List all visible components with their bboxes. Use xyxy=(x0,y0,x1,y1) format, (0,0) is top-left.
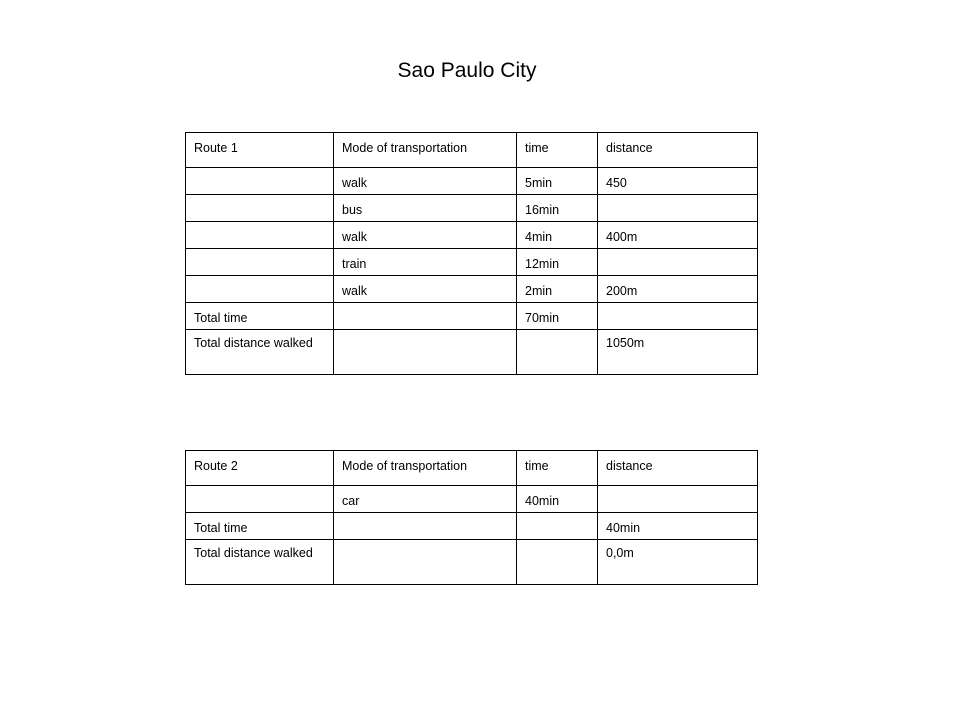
table-cell xyxy=(517,540,598,585)
header-cell-distance: distance xyxy=(598,451,758,486)
table-cell: 16min xyxy=(517,195,598,222)
table-cell xyxy=(186,486,334,513)
header-cell-route: Route 1 xyxy=(186,133,334,168)
table-cell: 40min xyxy=(517,486,598,513)
table-cell xyxy=(334,540,517,585)
table-cell: walk xyxy=(334,222,517,249)
table-row xyxy=(186,222,758,249)
table-cell: 40min xyxy=(598,513,758,540)
header-cell-distance: distance xyxy=(598,133,758,168)
table-cell xyxy=(517,330,598,375)
table-cell xyxy=(517,513,598,540)
table-cell: 70min xyxy=(517,303,598,330)
table-cell xyxy=(186,168,334,195)
total-distance-row xyxy=(186,330,758,375)
table-row xyxy=(186,486,758,513)
table-header-row xyxy=(186,451,758,486)
table-cell: 200m xyxy=(598,276,758,303)
table-cell xyxy=(598,249,758,276)
table-row xyxy=(186,195,758,222)
table-cell: walk xyxy=(334,168,517,195)
table-cell: train xyxy=(334,249,517,276)
route-1-table xyxy=(185,132,758,375)
table-cell: 4min xyxy=(517,222,598,249)
table-cell xyxy=(334,513,517,540)
route-2-table xyxy=(185,450,758,585)
table-cell: bus xyxy=(334,195,517,222)
header-cell-time: time xyxy=(517,133,598,168)
table-cell xyxy=(186,195,334,222)
total-time-row xyxy=(186,513,758,540)
header-cell-mode: Mode of transportation xyxy=(334,451,517,486)
table-cell xyxy=(186,249,334,276)
header-cell-mode: Mode of transportation xyxy=(334,133,517,168)
table-cell xyxy=(598,195,758,222)
table-cell xyxy=(186,222,334,249)
table-row xyxy=(186,168,758,195)
table-cell xyxy=(334,330,517,375)
table-cell: walk xyxy=(334,276,517,303)
table-cell: 5min xyxy=(517,168,598,195)
table-row xyxy=(186,276,758,303)
table-cell: Total time xyxy=(186,513,334,540)
total-distance-row xyxy=(186,540,758,585)
table-header-row xyxy=(186,133,758,168)
table-cell xyxy=(598,303,758,330)
total-time-row xyxy=(186,303,758,330)
header-cell-time: time xyxy=(517,451,598,486)
table-cell: 1050m xyxy=(598,330,758,375)
table-cell: Total distance walked xyxy=(186,330,334,375)
table-cell: 0,0m xyxy=(598,540,758,585)
table-row xyxy=(186,249,758,276)
table-cell: Total distance walked xyxy=(186,540,334,585)
table-cell: car xyxy=(334,486,517,513)
table-cell: 12min xyxy=(517,249,598,276)
table-cell: 400m xyxy=(598,222,758,249)
header-cell-route: Route 2 xyxy=(186,451,334,486)
page-title: Sao Paulo City xyxy=(397,59,537,82)
table-cell: Total time xyxy=(186,303,334,330)
table-cell xyxy=(186,276,334,303)
table-cell xyxy=(598,486,758,513)
table-cell xyxy=(334,303,517,330)
table-cell: 2min xyxy=(517,276,598,303)
table-cell: 450 xyxy=(598,168,758,195)
